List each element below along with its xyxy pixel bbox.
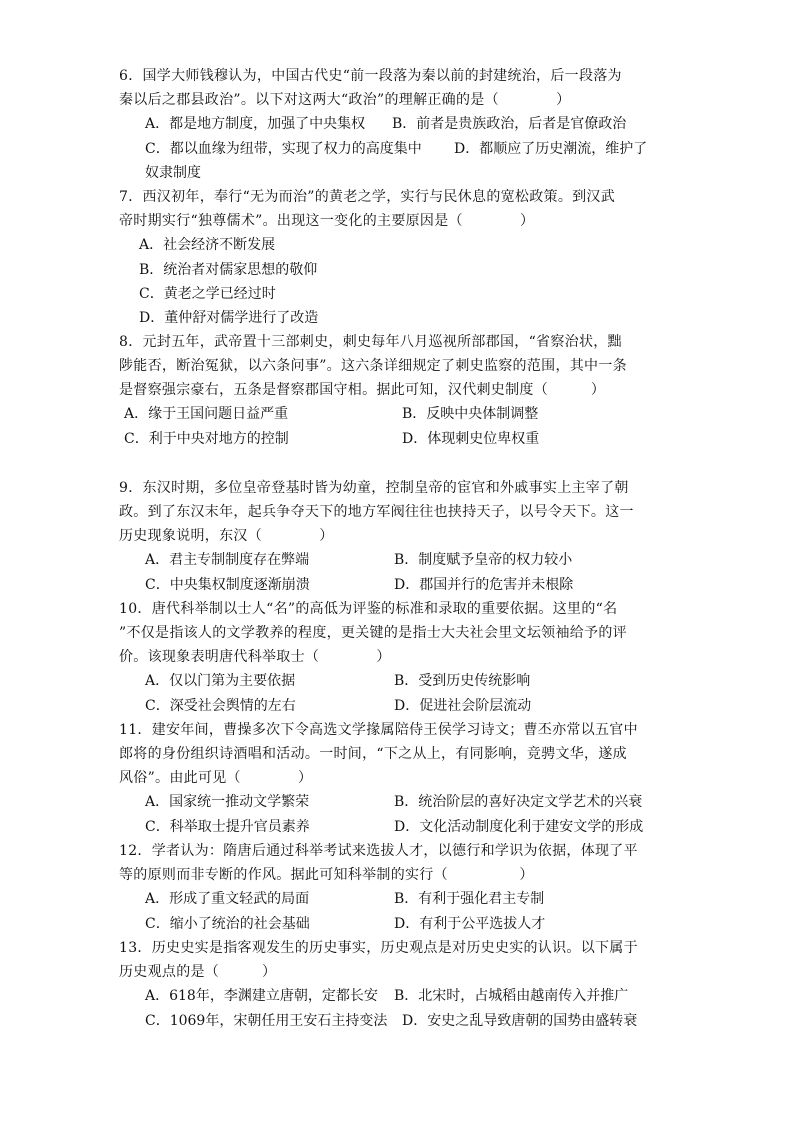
question-13-option-c: C．1069年，宋朝任用王安石主持变法 [145, 1013, 388, 1029]
question-11-option-b: B．统治阶层的喜好决定文学艺术的兴衰 [394, 794, 643, 810]
question-9-stem-line-1: 9．东汉时期，多位皇帝登基时皆为幼童，控制皇帝的宦官和外戚事实上主宰了朝 [119, 480, 629, 496]
question-10-option-b: B．受到历史传统影响 [394, 673, 531, 689]
question-11-option-c: C．科举取士提升官员素养 [145, 819, 310, 835]
question-9-option-d: D．郡国并行的危害并未根除 [394, 577, 574, 593]
question-10-option-d: D．促进社会阶层流动 [394, 698, 532, 714]
question-7-option-d: D．董仲舒对儒学进行了改造 [139, 310, 319, 326]
question-8-stem-line-2: 陟能否，断治冤狱，以六条问事”。这六条详细规定了刺史监察的范围，其中一条 [119, 358, 627, 374]
question-12-option-c: C．缩小了统治的社会基础 [145, 916, 310, 932]
question-10-stem-line-1: 10．唐代科举制以士人“名”的高低为评鉴的标准和录取的重要依据。这里的“名 [119, 601, 618, 617]
question-13-option-d: D．安史之乱导致唐朝的国势由盛转衰 [402, 1013, 638, 1029]
question-13-stem-line-1: 13．历史史实是指客观发生的历史事实，历史观点是对历史史实的认识。以下属于 [119, 940, 638, 956]
question-8-option-d: D．体现刺史位卑权重 [402, 431, 540, 447]
question-6-option-c: C．都以血缘为纽带，实现了权力的高度集中 [145, 141, 422, 157]
question-9-stem-line-3: 历史现象说明，东汉（ ） [119, 528, 334, 544]
question-7-stem-line-1: 7．西汉初年，奉行“无为而治”的黄老之学，实行与民休息的宽松政策。到汉武 [119, 189, 616, 205]
question-8-stem-line-3: 是督察强宗豪右，五条是督察郡国守相。据此可知，汉代刺史制度（ ） [119, 382, 606, 398]
question-12-option-a: A．形成了重文轻武的局面 [145, 891, 310, 907]
question-6-stem-line-1: 6．国学大师钱穆认为，中国古代史“前一段落为秦以前的封建统治，后一段落为 [119, 68, 622, 84]
question-10-stem-line-3: 价。该现象表明唐代科举取士（ ） [119, 649, 391, 665]
question-13-option-a: A．618年，李渊建立唐朝，定都长安 [145, 988, 378, 1004]
question-11-option-a: A．国家统一推动文学繁荣 [145, 794, 310, 810]
question-6-option-b: B．前者是贵族政治，后者是官僚政治 [392, 116, 627, 132]
question-13-option-b: B．北宋时，占城稻由越南传入并推广 [394, 988, 629, 1004]
question-9-stem-line-2: 政。到了东汉末年，起兵争夺天下的地方军阀往往也挟持天子，以号令天下。这一 [119, 504, 634, 520]
question-7-option-a: A．社会经济不断发展 [139, 237, 276, 253]
question-6-option-a: A．都是地方制度，加强了中央集权 [145, 116, 366, 132]
question-12-stem-line-2: 等的原则而非专断的作风。据此可知科举制的实行（ ） [119, 867, 534, 883]
question-7-stem-line-2: 帝时期实行“独尊儒术”。出现这一变化的主要原因是（ ） [119, 213, 535, 229]
question-12-stem-line-1: 12．学者认为：隋唐后通过科举考试来选拔人才，以德行和学识为依据，体现了平 [119, 843, 638, 859]
question-6-option-d: D．都顺应了历史潮流，维护了 [454, 141, 648, 157]
question-7-option-c: C．黄老之学已经过时 [139, 286, 276, 302]
question-10-stem-line-2: ”不仅是指该人的文学教养的程度，更关键的是指士大夫社会里文坛领袖给予的评 [119, 625, 627, 641]
question-11-option-d: D．文化活动制度化利于建安文学的形成 [394, 819, 644, 835]
question-9-option-b: B．制度赋予皇帝的权力较小 [394, 552, 573, 568]
question-10-option-a: A．仅以门第为主要依据 [145, 673, 296, 689]
question-13-stem-line-2: 历史观点的是（ ） [119, 964, 277, 980]
question-11-stem-line-3: 风俗”。由此可见（ ） [119, 770, 313, 786]
question-12-option-d: D．有利于公平选拔人才 [394, 916, 546, 932]
question-6-option-d-continued: 奴隶制度 [145, 165, 201, 181]
question-11-stem-line-1: 11．建安年间，曹操多次下令高选文学掾属陪侍王侯学习诗文；曹丕亦常以五官中 [119, 722, 638, 738]
question-10-option-c: C．深受社会舆情的左右 [145, 698, 296, 714]
question-11-stem-line-2: 郎将的身份组织诗酒唱和活动。一时间，“下之从上，有同影响，竞骋文华，遂成 [119, 746, 627, 762]
question-8-option-c: C．利于中央对地方的控制 [124, 431, 289, 447]
question-9-option-a: A．君主专制制度存在弊端 [145, 552, 310, 568]
question-8-option-a: A．缘于王国问题日益严重 [124, 406, 289, 422]
question-6-stem-line-2: 秦以后之郡县政治”。以下对这两大“政治”的理解正确的是（ ） [119, 92, 571, 108]
question-8-stem-line-1: 8．元封五年，武帝置十三部刺史，刺史每年八月巡视所部郡国，“省察治状，黜 [119, 334, 622, 350]
question-9-option-c: C．中央集权制度逐渐崩溃 [145, 577, 310, 593]
question-8-option-b: B．反映中央体制调整 [402, 406, 539, 422]
question-7-option-b: B．统治者对儒家思想的敬仰 [139, 262, 318, 278]
question-12-option-b: B．有利于强化君主专制 [394, 891, 545, 907]
